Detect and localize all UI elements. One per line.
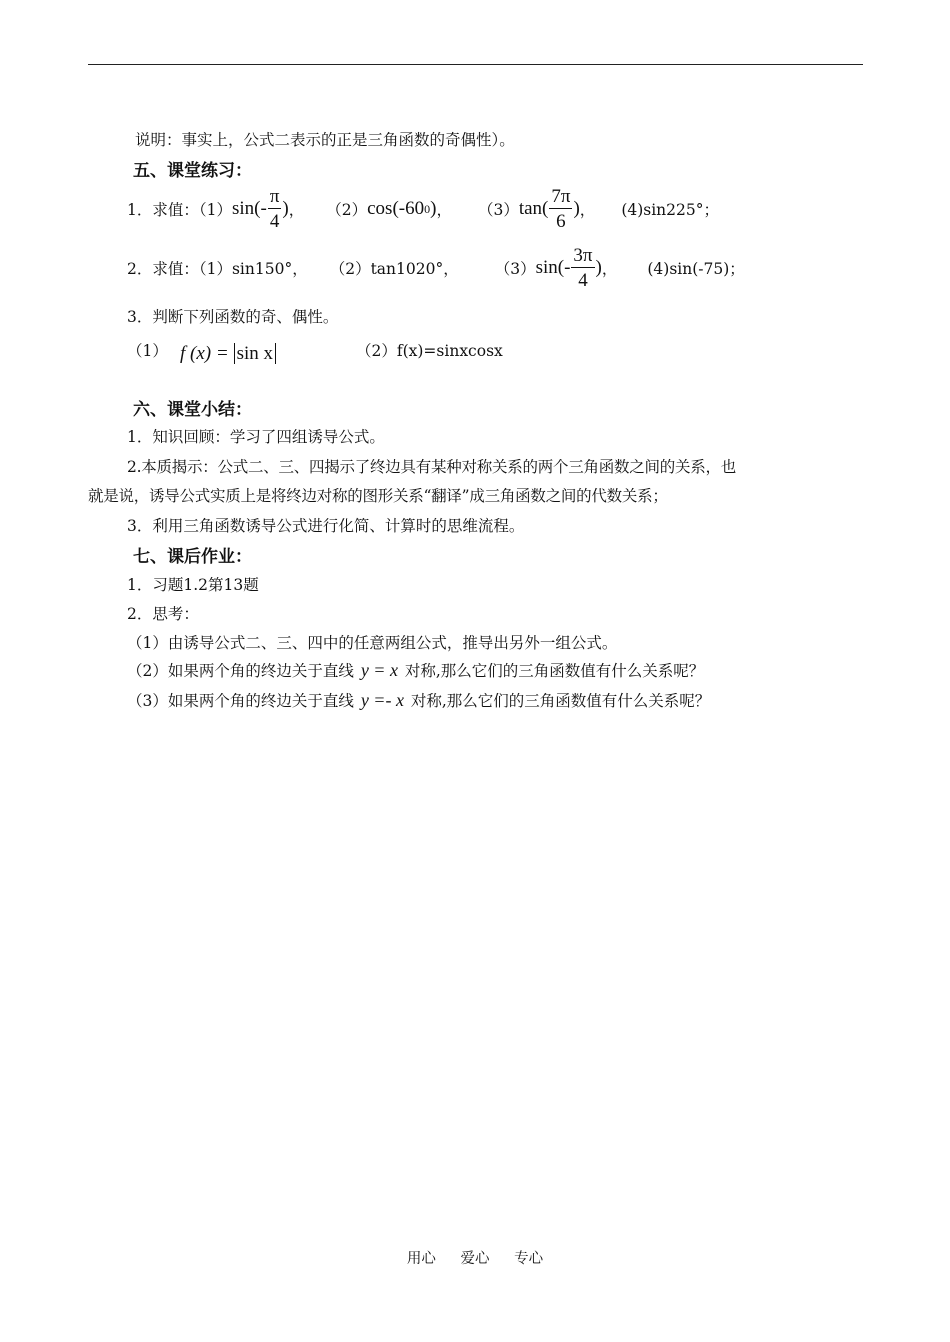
expr-1c-prefix: tan( (518, 198, 549, 219)
expr-1b: cos(-60 (367, 198, 425, 219)
expr-1d: (4)sin225°； (621, 201, 719, 219)
expr-2c-prefix: sin(- (535, 257, 571, 278)
fraction-numerator: 3π (573, 245, 593, 266)
think-3-prefix: （3）如果两个角的终边关于直线 (127, 692, 354, 710)
think-2-suffix: 对称,那么它们的三角函数值有什么关系呢？ (404, 662, 705, 680)
exercise-3-label: 3．判断下列函数的奇、偶性。 (127, 308, 339, 326)
expr-2c-suffix: ) (595, 257, 602, 278)
fraction-3pi-over-4 (571, 246, 594, 290)
summary-1: 1．知识回顾：学习了四组诱导公式。 (127, 428, 385, 446)
fraction-denominator: 6 (556, 211, 566, 232)
think-1: （1）由诱导公式二、三、四中的任意两组公式，推导出另外一组公式。 (127, 634, 618, 652)
homework-2: 2．思考： (127, 605, 199, 623)
expr-3a-abs: sin x (234, 343, 276, 364)
exercise-2 (127, 246, 745, 290)
think-2 (127, 659, 704, 681)
section-7-heading: 七、课后作业： (133, 547, 252, 567)
expr-3a (180, 343, 276, 365)
comma: ， (436, 201, 452, 219)
fraction-7pi-over-6 (549, 187, 572, 231)
expr-3a-prefix: f (x) = (180, 343, 229, 364)
fraction-denominator: 4 (578, 270, 588, 291)
exercise-1c-label: （3） (477, 201, 519, 219)
think-2-prefix: （2）如果两个角的终边关于直线 (127, 662, 354, 680)
think-2-equation: y = x (360, 660, 398, 680)
note-text: 说明：事实上，公式二表示的正是三角函数的奇偶性）。 (135, 131, 515, 149)
expr-1a-suffix: ) (282, 198, 289, 219)
fraction-numerator: 7π (551, 186, 571, 207)
footer-word: 用心 (406, 1251, 436, 1267)
expr-1b-degree: 0 (424, 201, 431, 216)
comma: ， (579, 201, 596, 219)
think-3-equation: y =- x (360, 690, 404, 710)
expr-1c-suffix: ) (573, 198, 580, 219)
think-3 (127, 689, 710, 711)
page-footer (0, 1247, 950, 1268)
expr-2d: (4)sin(-75)； (647, 260, 745, 278)
summary-2-line1: 2.本质揭示：公式二、三、四揭示了终边具有某种对称关系的两个三角函数之间的关系，也 (127, 458, 737, 476)
fraction-numerator: π (269, 186, 280, 207)
exercise-2c-label: （3） (494, 260, 536, 278)
summary-3: 3．利用三角函数诱导公式进行化简、计算时的思维流程。 (127, 517, 525, 535)
exercise-3a-label: （1） (127, 342, 168, 360)
comma: ， (288, 201, 305, 219)
footer-word: 专心 (514, 1251, 544, 1267)
expr-1b-suffix: ) (430, 198, 437, 219)
exercise-1 (127, 187, 719, 231)
section-5-heading: 五、课堂练习： (133, 161, 252, 181)
exercise-1-label: 1．求值：（1） (127, 201, 232, 219)
fraction-pi-over-4 (268, 187, 282, 231)
expr-2b: （2）tan1020°， (329, 260, 459, 278)
expr-3b: （2）f(x)=sinxcosx (356, 342, 503, 360)
exercise-2-label: 2．求值：（1）sin150°， (127, 260, 308, 278)
homework-1: 1．习题1.2第13题 (127, 576, 259, 594)
section-6-heading: 六、课堂小结： (133, 400, 252, 420)
exercise-1b-label: （2） (326, 201, 368, 219)
think-3-suffix: 对称,那么它们的三角函数值有什么关系呢？ (410, 692, 711, 710)
expr-1a-prefix: sin(- (231, 198, 267, 219)
header-rule (88, 64, 863, 65)
comma: ， (601, 260, 618, 278)
fraction-denominator: 4 (269, 211, 280, 232)
footer-word: 爱心 (460, 1251, 490, 1267)
summary-2-line2: 就是说，诱导公式实质上是将终边对称的图形关系“翻译”成三角函数之间的代数关系； (88, 487, 668, 505)
